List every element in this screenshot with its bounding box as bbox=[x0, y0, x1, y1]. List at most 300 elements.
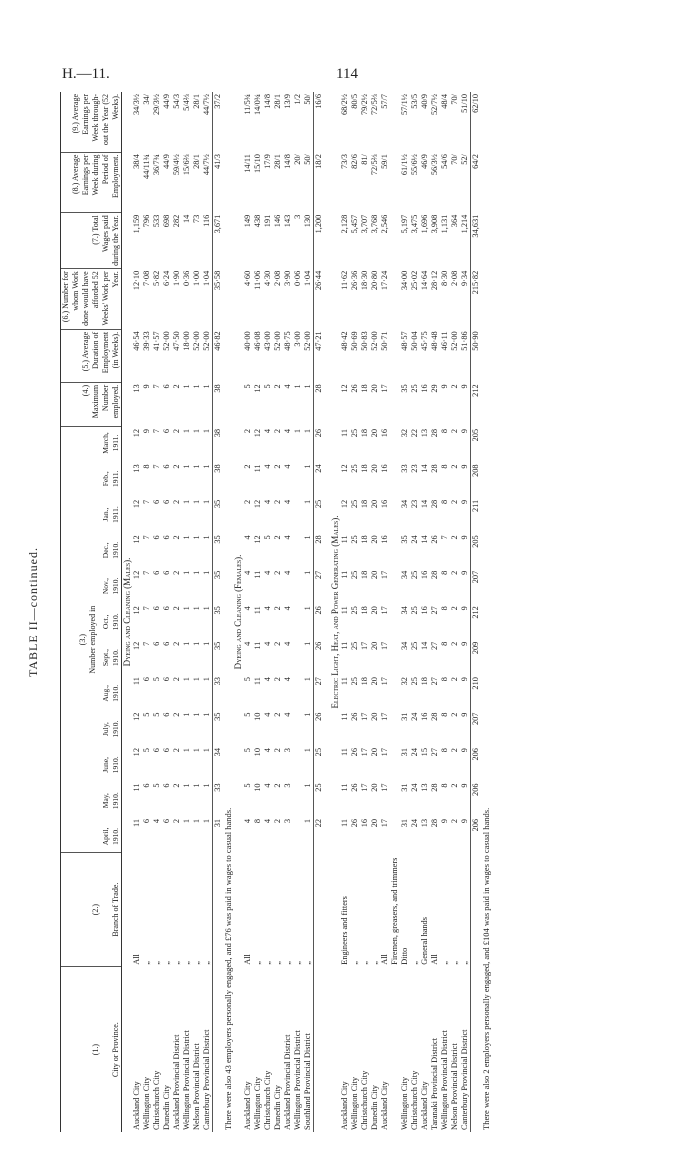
max-employed-cell: 1 bbox=[192, 384, 201, 389]
col-avg-year-header: (9.) Average Earnings per Week through-out the Year (52 Weeks). bbox=[61, 92, 122, 152]
month-value: 6 bbox=[162, 606, 171, 611]
duration-cell: 50·83 bbox=[360, 331, 369, 351]
month-value: 1 bbox=[182, 641, 191, 646]
work-52-weeks-cell: 7·08 bbox=[142, 270, 151, 286]
month-header: June, 1910. bbox=[101, 756, 120, 774]
trade-cell: „ bbox=[293, 961, 302, 965]
total-52-weeks-cell: 215·82 bbox=[471, 269, 482, 330]
month-value: 26 bbox=[350, 818, 359, 828]
month-value: 2 bbox=[450, 748, 459, 753]
month-value: 6 bbox=[152, 641, 161, 646]
month-value: 17 bbox=[360, 641, 369, 650]
trade-cell: „ bbox=[263, 961, 272, 965]
month-value bbox=[390, 817, 400, 852]
month-value: 17 bbox=[360, 748, 369, 757]
max-employed-cell bbox=[390, 382, 400, 427]
month-header: Feb., 1911. bbox=[101, 470, 120, 488]
max-employed-cell: 25 bbox=[410, 384, 419, 393]
month-value: 1 bbox=[202, 499, 211, 505]
month-value: 12 bbox=[132, 570, 141, 580]
month-value: 1 bbox=[192, 464, 201, 469]
month-value: 25 bbox=[350, 499, 359, 509]
total-wages-cell: 438 bbox=[253, 214, 262, 228]
month-value: 2 bbox=[450, 499, 459, 505]
month-value: 27 bbox=[430, 641, 439, 650]
month-value: 17 bbox=[380, 783, 389, 792]
total-avg-period-cell: 18/2 bbox=[314, 152, 325, 213]
trade-cell: „ bbox=[370, 961, 379, 965]
month-value: 3 bbox=[283, 748, 292, 753]
month-value: 11 bbox=[253, 641, 262, 650]
month-value: 34 bbox=[400, 499, 409, 509]
month-value bbox=[390, 675, 400, 710]
month-value: 17 bbox=[380, 677, 389, 686]
month-value: 28 bbox=[430, 499, 439, 509]
month-value: 1 bbox=[202, 677, 211, 682]
total-max-cell: 28 bbox=[314, 382, 325, 427]
total-wages-cell: 3,707 bbox=[360, 214, 369, 234]
month-value: 2 bbox=[450, 464, 459, 469]
city-cell: Wellington Provincial District bbox=[440, 1030, 449, 1130]
month-value: 4 bbox=[263, 748, 272, 753]
month-value: 28 bbox=[430, 428, 439, 438]
total-wages-cell: 191 bbox=[263, 214, 272, 228]
month-value bbox=[390, 427, 400, 462]
month-value: 9 bbox=[142, 428, 151, 434]
month-value bbox=[390, 711, 400, 746]
total-month-value: 205 bbox=[471, 427, 482, 462]
total-wages-cell: 796 bbox=[142, 214, 151, 228]
total-month-value: 31 bbox=[213, 817, 224, 852]
month-value: 4 bbox=[263, 464, 272, 469]
month-value: 1 bbox=[293, 428, 302, 434]
avg-year-cell: 52/7½ bbox=[430, 94, 439, 115]
month-value: 1 bbox=[182, 818, 191, 824]
month-header: Oct., 1910. bbox=[101, 613, 120, 631]
month-value: 2 bbox=[172, 818, 181, 824]
month-value: 2 bbox=[450, 570, 459, 575]
month-value: 1 bbox=[202, 606, 211, 611]
month-value: 6 bbox=[152, 535, 161, 540]
month-value: 25 bbox=[410, 606, 419, 615]
city-cell: Auckland City bbox=[243, 1081, 252, 1130]
max-employed-cell: 18 bbox=[360, 384, 369, 393]
month-value: 31 bbox=[400, 818, 409, 828]
month-value: 12 bbox=[132, 641, 141, 650]
max-employed-cell: 12 bbox=[340, 384, 349, 393]
month-value: 6 bbox=[152, 570, 161, 575]
month-value: 35 bbox=[400, 535, 409, 544]
month-value: 1 bbox=[182, 499, 191, 505]
month-value: 1 bbox=[182, 428, 191, 434]
month-value bbox=[390, 498, 400, 533]
total-month-value: 35 bbox=[213, 569, 224, 604]
month-value: 24 bbox=[410, 748, 419, 757]
trade-cell: „ bbox=[350, 961, 359, 965]
total-wages-cell: 146 bbox=[273, 214, 282, 228]
total-wages-cell: 143 bbox=[283, 214, 292, 228]
month-value: 4 bbox=[243, 818, 252, 824]
city-cell: Wellington City bbox=[142, 1076, 151, 1130]
month-value: 1 bbox=[192, 570, 201, 575]
trade-cell: „ bbox=[152, 961, 161, 965]
section-heading-row bbox=[233, 92, 243, 1132]
month-value: 12 bbox=[253, 428, 262, 438]
month-value: 6 bbox=[162, 570, 171, 575]
table-row bbox=[410, 92, 420, 1132]
month-value: 11 bbox=[132, 783, 141, 792]
page-code: H.—11. bbox=[62, 66, 110, 82]
avg-period-cell: 55/6½ bbox=[410, 154, 419, 176]
month-value: 2 bbox=[243, 428, 252, 434]
month-value: 1 bbox=[303, 535, 312, 540]
month-value: 18 bbox=[360, 499, 369, 509]
month-value: 2 bbox=[243, 464, 252, 469]
city-cell: Wellington City bbox=[350, 1076, 359, 1130]
month-value: 1 bbox=[182, 748, 191, 753]
avg-period-cell: 54/6 bbox=[440, 154, 449, 169]
month-value: 9 bbox=[460, 606, 469, 611]
total-wages-cell: 282 bbox=[172, 214, 181, 228]
month-value: 5 bbox=[243, 783, 252, 788]
trade-cell: „ bbox=[283, 961, 292, 965]
month-value: 6 bbox=[162, 748, 171, 753]
work-52-weeks-cell: 25·02 bbox=[410, 270, 419, 291]
total-row bbox=[213, 92, 224, 1132]
month-value: 2 bbox=[273, 641, 282, 646]
month-value: 34 bbox=[400, 570, 409, 580]
month-value: 11 bbox=[340, 677, 349, 686]
month-value: 6 bbox=[142, 677, 151, 682]
duration-cell: 52·00 bbox=[192, 331, 201, 351]
max-employed-cell: 2 bbox=[172, 384, 181, 389]
month-value: 2 bbox=[273, 783, 282, 788]
month-value: 2 bbox=[450, 606, 459, 611]
avg-period-cell: 56/3½ bbox=[430, 154, 439, 176]
month-value: 8 bbox=[440, 677, 449, 682]
total-month-value: 206 bbox=[471, 817, 482, 852]
max-employed-cell: 1 bbox=[293, 384, 302, 389]
total-wages-cell: 5,457 bbox=[350, 214, 359, 234]
month-value: 9 bbox=[460, 783, 469, 788]
avg-year-cell: 68/2½ bbox=[340, 94, 349, 115]
month-value: 4 bbox=[263, 606, 272, 611]
month-value bbox=[293, 533, 303, 568]
max-employed-cell: 2 bbox=[273, 384, 282, 389]
month-value: 2 bbox=[450, 641, 459, 646]
month-value: 2 bbox=[172, 748, 181, 753]
total-wages-cell: 2,128 bbox=[340, 214, 349, 234]
month-value: 11 bbox=[340, 641, 349, 650]
month-value: 1 bbox=[303, 428, 312, 434]
table-row bbox=[182, 92, 192, 1132]
avg-year-cell: 44/9 bbox=[162, 94, 171, 109]
month-value: 18 bbox=[360, 677, 369, 686]
city-cell: Wellington City bbox=[253, 1076, 262, 1130]
month-value: 2 bbox=[273, 748, 282, 753]
city-cell: Auckland City bbox=[132, 1081, 141, 1130]
month-value: 20 bbox=[370, 535, 379, 544]
total-month-value: 26 bbox=[314, 427, 325, 462]
avg-year-cell: 70/ bbox=[450, 94, 459, 105]
month-value: 2 bbox=[273, 428, 282, 434]
month-value: 2 bbox=[172, 641, 181, 646]
month-value: 13 bbox=[420, 818, 429, 828]
month-value: 18 bbox=[360, 606, 369, 615]
trade-cell: „ bbox=[172, 961, 181, 965]
avg-year-cell: 57/7 bbox=[380, 94, 389, 109]
city-cell: Auckland City bbox=[380, 1081, 389, 1130]
month-value: 2 bbox=[450, 712, 459, 717]
total-wages-cell: 3 bbox=[293, 214, 302, 219]
table-row bbox=[380, 92, 390, 1132]
month-value: 1 bbox=[303, 677, 312, 682]
month-value: 7 bbox=[440, 535, 449, 540]
city-cell: Christchurch City bbox=[410, 1070, 419, 1130]
total-wages-cell: 364 bbox=[450, 214, 459, 228]
month-value: 12 bbox=[340, 499, 349, 509]
month-value: 16 bbox=[380, 464, 389, 473]
month-value: 17 bbox=[380, 606, 389, 615]
city-cell: Dunedin City bbox=[370, 1085, 379, 1130]
max-employed-cell: 4 bbox=[283, 384, 292, 389]
max-employed-cell: 9 bbox=[460, 384, 469, 389]
month-value: 1 bbox=[303, 606, 312, 611]
total-month-value: 35 bbox=[213, 604, 224, 639]
avg-period-cell: 72/5⅔ bbox=[370, 154, 379, 176]
city-cell: Auckland Provincial District bbox=[283, 1034, 292, 1130]
month-value: 6 bbox=[162, 783, 171, 788]
avg-period-cell: 36/7¾ bbox=[152, 154, 161, 176]
avg-year-cell: 50/ bbox=[303, 94, 312, 105]
month-value: 1 bbox=[202, 641, 211, 646]
month-value: 2 bbox=[450, 783, 459, 788]
max-employed-cell: 9 bbox=[440, 384, 449, 389]
month-value: 20 bbox=[370, 606, 379, 615]
month-value: 7 bbox=[152, 464, 161, 469]
month-value: 1 bbox=[202, 818, 211, 824]
section-title: Dyeing and Cleaning (Males). bbox=[122, 557, 132, 667]
month-value: 4 bbox=[283, 606, 292, 611]
total-month-value: 206 bbox=[471, 781, 482, 816]
total-spacer bbox=[471, 967, 482, 1132]
work-52-weeks-cell: 28·12 bbox=[430, 270, 439, 291]
footnote: There were also 43 employers personally engaged, and £76 was paid in wages to casual hands. bbox=[223, 807, 233, 1130]
month-value: 2 bbox=[172, 464, 181, 469]
month-value: 1 bbox=[303, 641, 312, 646]
total-wages-cell: 3,475 bbox=[410, 214, 419, 234]
avg-year-cell: 29/3½ bbox=[152, 94, 161, 115]
avg-year-cell: 28/1 bbox=[273, 94, 282, 109]
month-value: 25 bbox=[350, 677, 359, 686]
month-value: 1 bbox=[192, 535, 201, 540]
work-52-weeks-cell: 5·82 bbox=[152, 270, 161, 286]
month-value: 22 bbox=[410, 428, 419, 438]
month-value: 4 bbox=[263, 818, 272, 824]
trade-cell: Firemen, greasers, and trimmers bbox=[390, 857, 399, 965]
avg-period-cell: 38/4 bbox=[132, 154, 141, 169]
trade-cell: „ bbox=[440, 961, 449, 965]
month-value: 7 bbox=[142, 641, 151, 646]
month-value: 18 bbox=[420, 677, 429, 686]
total-wages-cell bbox=[390, 213, 400, 269]
month-value: 2 bbox=[450, 677, 459, 682]
month-value: 1 bbox=[202, 783, 211, 788]
month-value: 9 bbox=[460, 428, 469, 434]
month-value bbox=[293, 640, 303, 675]
table-row bbox=[360, 92, 370, 1132]
month-value: 1 bbox=[202, 570, 211, 575]
total-wages-cell: 14 bbox=[182, 214, 191, 224]
city-cell: Taranaki Provincial District bbox=[430, 1037, 439, 1130]
month-value: 20 bbox=[370, 428, 379, 438]
month-value: 1 bbox=[202, 712, 211, 717]
max-employed-cell: 16 bbox=[420, 384, 429, 393]
month-header: Sept., 1910. bbox=[101, 649, 120, 667]
work-52-weeks-cell bbox=[390, 269, 400, 330]
col-wages-header: (7.) Total Wages paid during the Year. bbox=[61, 213, 122, 269]
total-month-value: 207 bbox=[471, 569, 482, 604]
month-value: 17 bbox=[380, 818, 389, 828]
trade-cell: General hands bbox=[420, 917, 429, 965]
month-value: 2 bbox=[172, 535, 181, 540]
month-value: 1 bbox=[303, 464, 312, 469]
month-value: 1 bbox=[192, 748, 201, 753]
month-value: 6 bbox=[152, 499, 161, 505]
avg-period-cell: 14/8 bbox=[283, 154, 292, 169]
month-value: 12 bbox=[132, 499, 141, 509]
month-value: 12 bbox=[253, 499, 262, 509]
col-months-header: (3.) Number employed in April, 1910. May, 1910. June, 1910. July, 1910. Aug., 1910. Sept., 1910. Oct., 1910. Nov., 1910. Dec., 1910. Jan., 1911. Feb., 1911. March, 1911. bbox=[61, 427, 122, 852]
avg-year-cell: 54/3 bbox=[172, 94, 181, 109]
month-value: 8 bbox=[253, 818, 262, 824]
total-month-value: 27 bbox=[314, 569, 325, 604]
month-value: 6 bbox=[162, 428, 171, 434]
month-value: 6 bbox=[162, 677, 171, 682]
month-value: 8 bbox=[440, 570, 449, 575]
total-month-value: 26 bbox=[314, 604, 325, 639]
total-wages-cell: 130 bbox=[303, 214, 312, 228]
duration-cell: 46·11 bbox=[440, 331, 449, 351]
duration-cell: 52·00 bbox=[202, 331, 211, 351]
month-value: 12 bbox=[132, 748, 141, 757]
city-cell: Dunedin City bbox=[273, 1085, 282, 1130]
duration-cell: 51·86 bbox=[460, 331, 469, 351]
avg-year-cell: 1/2 bbox=[293, 94, 302, 105]
total-wages-cell: 116 bbox=[202, 214, 211, 227]
duration-cell: 50·71 bbox=[380, 331, 389, 351]
duration-cell: 52·00 bbox=[450, 331, 459, 351]
work-52-weeks-cell: 26·36 bbox=[350, 270, 359, 291]
city-cell: Wellington Provincial District bbox=[182, 1030, 191, 1130]
month-value: 3 bbox=[283, 818, 292, 824]
month-header: April, 1910. bbox=[101, 827, 120, 846]
month-value: 8 bbox=[440, 712, 449, 717]
max-employed-cell: 20 bbox=[370, 384, 379, 393]
month-value: 25 bbox=[350, 641, 359, 650]
month-value: 8 bbox=[440, 606, 449, 611]
month-value: 7 bbox=[142, 499, 151, 505]
duration-cell: 41·57 bbox=[152, 331, 161, 351]
month-value: 26 bbox=[430, 535, 439, 544]
month-value: 6 bbox=[162, 535, 171, 540]
month-value: 4 bbox=[152, 818, 161, 824]
month-value: 9 bbox=[440, 818, 449, 824]
avg-year-cell: 14/0¾ bbox=[253, 94, 262, 115]
duration-cell: 52·00 bbox=[162, 331, 171, 351]
month-value: 17 bbox=[380, 570, 389, 580]
month-value bbox=[293, 781, 303, 816]
duration-cell: 48·42 bbox=[340, 331, 349, 351]
duration-cell: 50·04 bbox=[410, 331, 419, 351]
total-duration-cell: 47·21 bbox=[314, 329, 325, 382]
total-month-value: 24 bbox=[314, 462, 325, 497]
total-month-value: 26 bbox=[314, 640, 325, 675]
duration-cell: 40·00 bbox=[243, 331, 252, 351]
trade-cell: „ bbox=[303, 961, 312, 965]
table-row bbox=[303, 92, 314, 1132]
avg-period-cell: 28/1 bbox=[192, 154, 201, 169]
avg-period-cell bbox=[390, 152, 400, 213]
city-cell: Christchurch City bbox=[152, 1070, 161, 1130]
month-value: 8 bbox=[440, 748, 449, 753]
table-row bbox=[132, 92, 142, 1132]
month-value: 15 bbox=[420, 748, 429, 757]
total-wages-cell: 1,696 bbox=[420, 214, 429, 234]
total-wages-cell: 149 bbox=[243, 214, 252, 228]
month-value: 28 bbox=[430, 570, 439, 580]
trade-cell: „ bbox=[202, 961, 211, 965]
month-value bbox=[390, 462, 400, 497]
max-employed-cell: 12 bbox=[253, 384, 262, 393]
avg-year-cell: 48/4 bbox=[440, 94, 449, 109]
month-value: 11 bbox=[253, 464, 262, 473]
month-value: 4 bbox=[263, 783, 272, 788]
col-trade-header: (2.) Branch of Trade. bbox=[61, 852, 122, 966]
city-cell: Auckland City bbox=[420, 1081, 429, 1130]
col-max-header: (4.) Maximum Number employed. bbox=[61, 382, 122, 427]
month-value: 10 bbox=[253, 748, 262, 757]
total-month-value: 22 bbox=[314, 817, 325, 852]
total-month-value: 212 bbox=[471, 604, 482, 639]
month-value: 11 bbox=[253, 570, 262, 579]
month-value: 11 bbox=[132, 677, 141, 686]
table-row bbox=[253, 92, 263, 1132]
total-avg-period-cell: 64/2 bbox=[471, 152, 482, 213]
max-employed-cell: 1 bbox=[202, 384, 211, 389]
month-value: 5 bbox=[243, 748, 252, 753]
total-wages-cell: 3,908 bbox=[430, 214, 439, 234]
duration-cell: 52·00 bbox=[273, 331, 282, 351]
month-header: March, 1911. bbox=[101, 432, 120, 454]
month-header: Dec., 1910. bbox=[101, 541, 120, 559]
month-value: 33 bbox=[400, 464, 409, 473]
avg-period-cell: 44/9 bbox=[162, 154, 171, 169]
table-row bbox=[273, 92, 283, 1132]
city-cell: Wellington City bbox=[400, 1076, 409, 1130]
table-row bbox=[390, 92, 400, 1132]
duration-cell: 39·33 bbox=[142, 331, 151, 351]
month-value bbox=[390, 640, 400, 675]
work-52-weeks-cell: 0·36 bbox=[182, 270, 191, 286]
month-value bbox=[390, 533, 400, 568]
work-52-weeks-cell: 2·08 bbox=[273, 270, 282, 286]
month-value: 5 bbox=[152, 712, 161, 717]
avg-period-cell: 73/3 bbox=[340, 154, 349, 169]
month-value bbox=[293, 711, 303, 746]
work-52-weeks-cell: 18·30 bbox=[360, 270, 369, 291]
month-value: 6 bbox=[162, 464, 171, 469]
